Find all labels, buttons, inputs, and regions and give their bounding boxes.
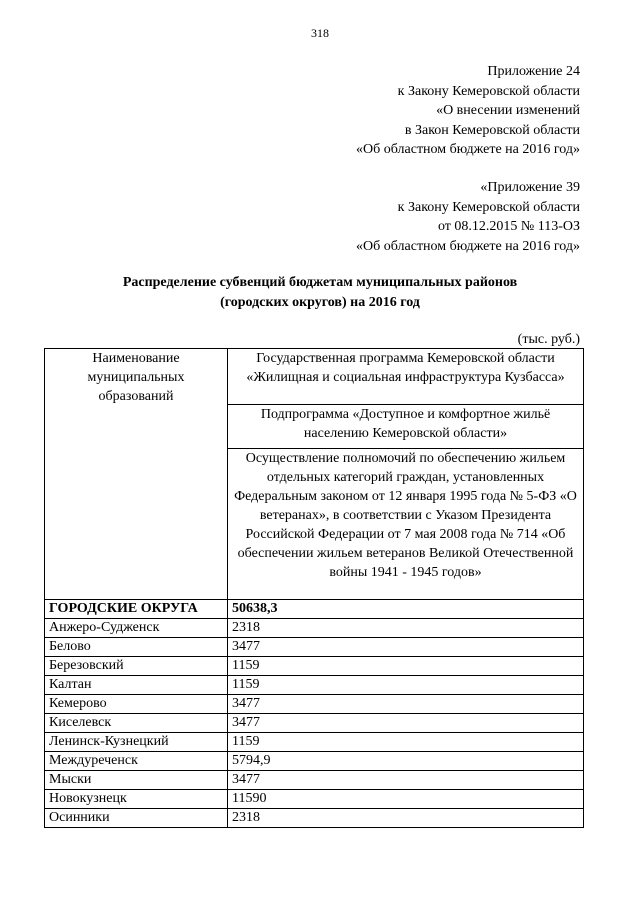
- column-header-name: Наименование муниципальных образований: [45, 349, 228, 600]
- table-row: [45, 771, 584, 790]
- appendix-line: в Закон Кемеровской области: [404, 122, 580, 138]
- table-row: [45, 657, 584, 676]
- subsidy-value: 3477: [228, 638, 584, 657]
- subsidy-value: 2318: [228, 809, 584, 828]
- appendix-line: «Приложение 39: [480, 180, 580, 195]
- subsidy-value: 5794,9: [228, 752, 584, 771]
- table-row: [45, 714, 584, 733]
- subsidy-value: 2318: [228, 619, 584, 638]
- table-row: [45, 733, 584, 752]
- subsidy-value: 11590: [228, 790, 584, 809]
- appendix-line: к Закону Кемеровской области: [397, 83, 580, 99]
- municipality-name: Белово: [45, 638, 228, 657]
- municipality-name: Калтан: [45, 676, 228, 695]
- subsidy-value: 3477: [228, 714, 584, 733]
- municipality-name: Киселевск: [45, 714, 228, 733]
- municipality-name: Анжеро-Судженск: [45, 619, 228, 638]
- table-row: [45, 600, 584, 619]
- title-line: Распределение субвенций бюджетам муниципальных районов: [122, 275, 518, 290]
- subsidy-value: 1159: [228, 676, 584, 695]
- table-row: [45, 638, 584, 657]
- title-line: (городских округов) на 2016 год: [220, 294, 420, 310]
- column-header-program: Государственная программа Кемеровской области «Жилищная и социальная инфраструктура Кузбасса»: [228, 349, 584, 405]
- document-title: [0, 273, 640, 312]
- table-row: [45, 809, 584, 828]
- appendix-line: «Об областном бюджете на 2016 год»: [356, 142, 580, 157]
- column-header-description: Осуществление полномочий по обеспечению жильем отдельных категорий граждан, установленных Федеральным законом от 12 января 1995 года № 5-ФЗ «О ветеранах», в соответствии с Указом Президента Российской Федерации от 7 мая 2008 года № 714 «Об обеспечении жильем ветеранов Великой Отечественной войны 1941 - 1945 годов»: [228, 449, 584, 600]
- column-header-subprogram: Подпрограмма «Доступное и комфортное жильё населению Кемеровской области»: [228, 405, 584, 449]
- subsidy-value: 3477: [228, 771, 584, 790]
- table-body: [45, 600, 584, 828]
- subsidy-value: 3477: [228, 695, 584, 714]
- table-row: [45, 619, 584, 638]
- table-row: [45, 676, 584, 695]
- appendix-line: «Об областном бюджете на 2016 год»: [356, 238, 580, 254]
- subsidy-table: [44, 348, 584, 828]
- municipality-name: Мыски: [45, 771, 228, 790]
- municipality-name: ГОРОДСКИЕ ОКРУГА: [45, 600, 228, 619]
- appendix-line: к Закону Кемеровской области: [397, 199, 580, 215]
- municipality-name: Осинники: [45, 809, 228, 828]
- table-row: [45, 790, 584, 809]
- subsidy-value: 50638,3: [228, 600, 584, 619]
- page-number: 318: [311, 26, 329, 40]
- appendix-line: «О внесении изменений: [436, 103, 580, 118]
- appendix-line: от 08.12.2015 № 113-ОЗ: [437, 219, 580, 234]
- table-row: [45, 752, 584, 771]
- municipality-name: Новокузнецк: [45, 790, 228, 809]
- units-label: (тыс. руб.): [517, 332, 580, 347]
- subsidy-value: 1159: [228, 733, 584, 752]
- municipality-name: Кемерово: [45, 695, 228, 714]
- table-row: [45, 695, 584, 714]
- subsidy-value: 1159: [228, 657, 584, 676]
- appendix-reference-1: [356, 62, 580, 160]
- municipality-name: Березовский: [45, 657, 228, 676]
- municipality-name: Ленинск-Кузнецкий: [45, 733, 228, 752]
- appendix-line: Приложение 24: [487, 64, 580, 79]
- appendix-reference-2: [356, 178, 580, 256]
- municipality-name: Междуреченск: [45, 752, 228, 771]
